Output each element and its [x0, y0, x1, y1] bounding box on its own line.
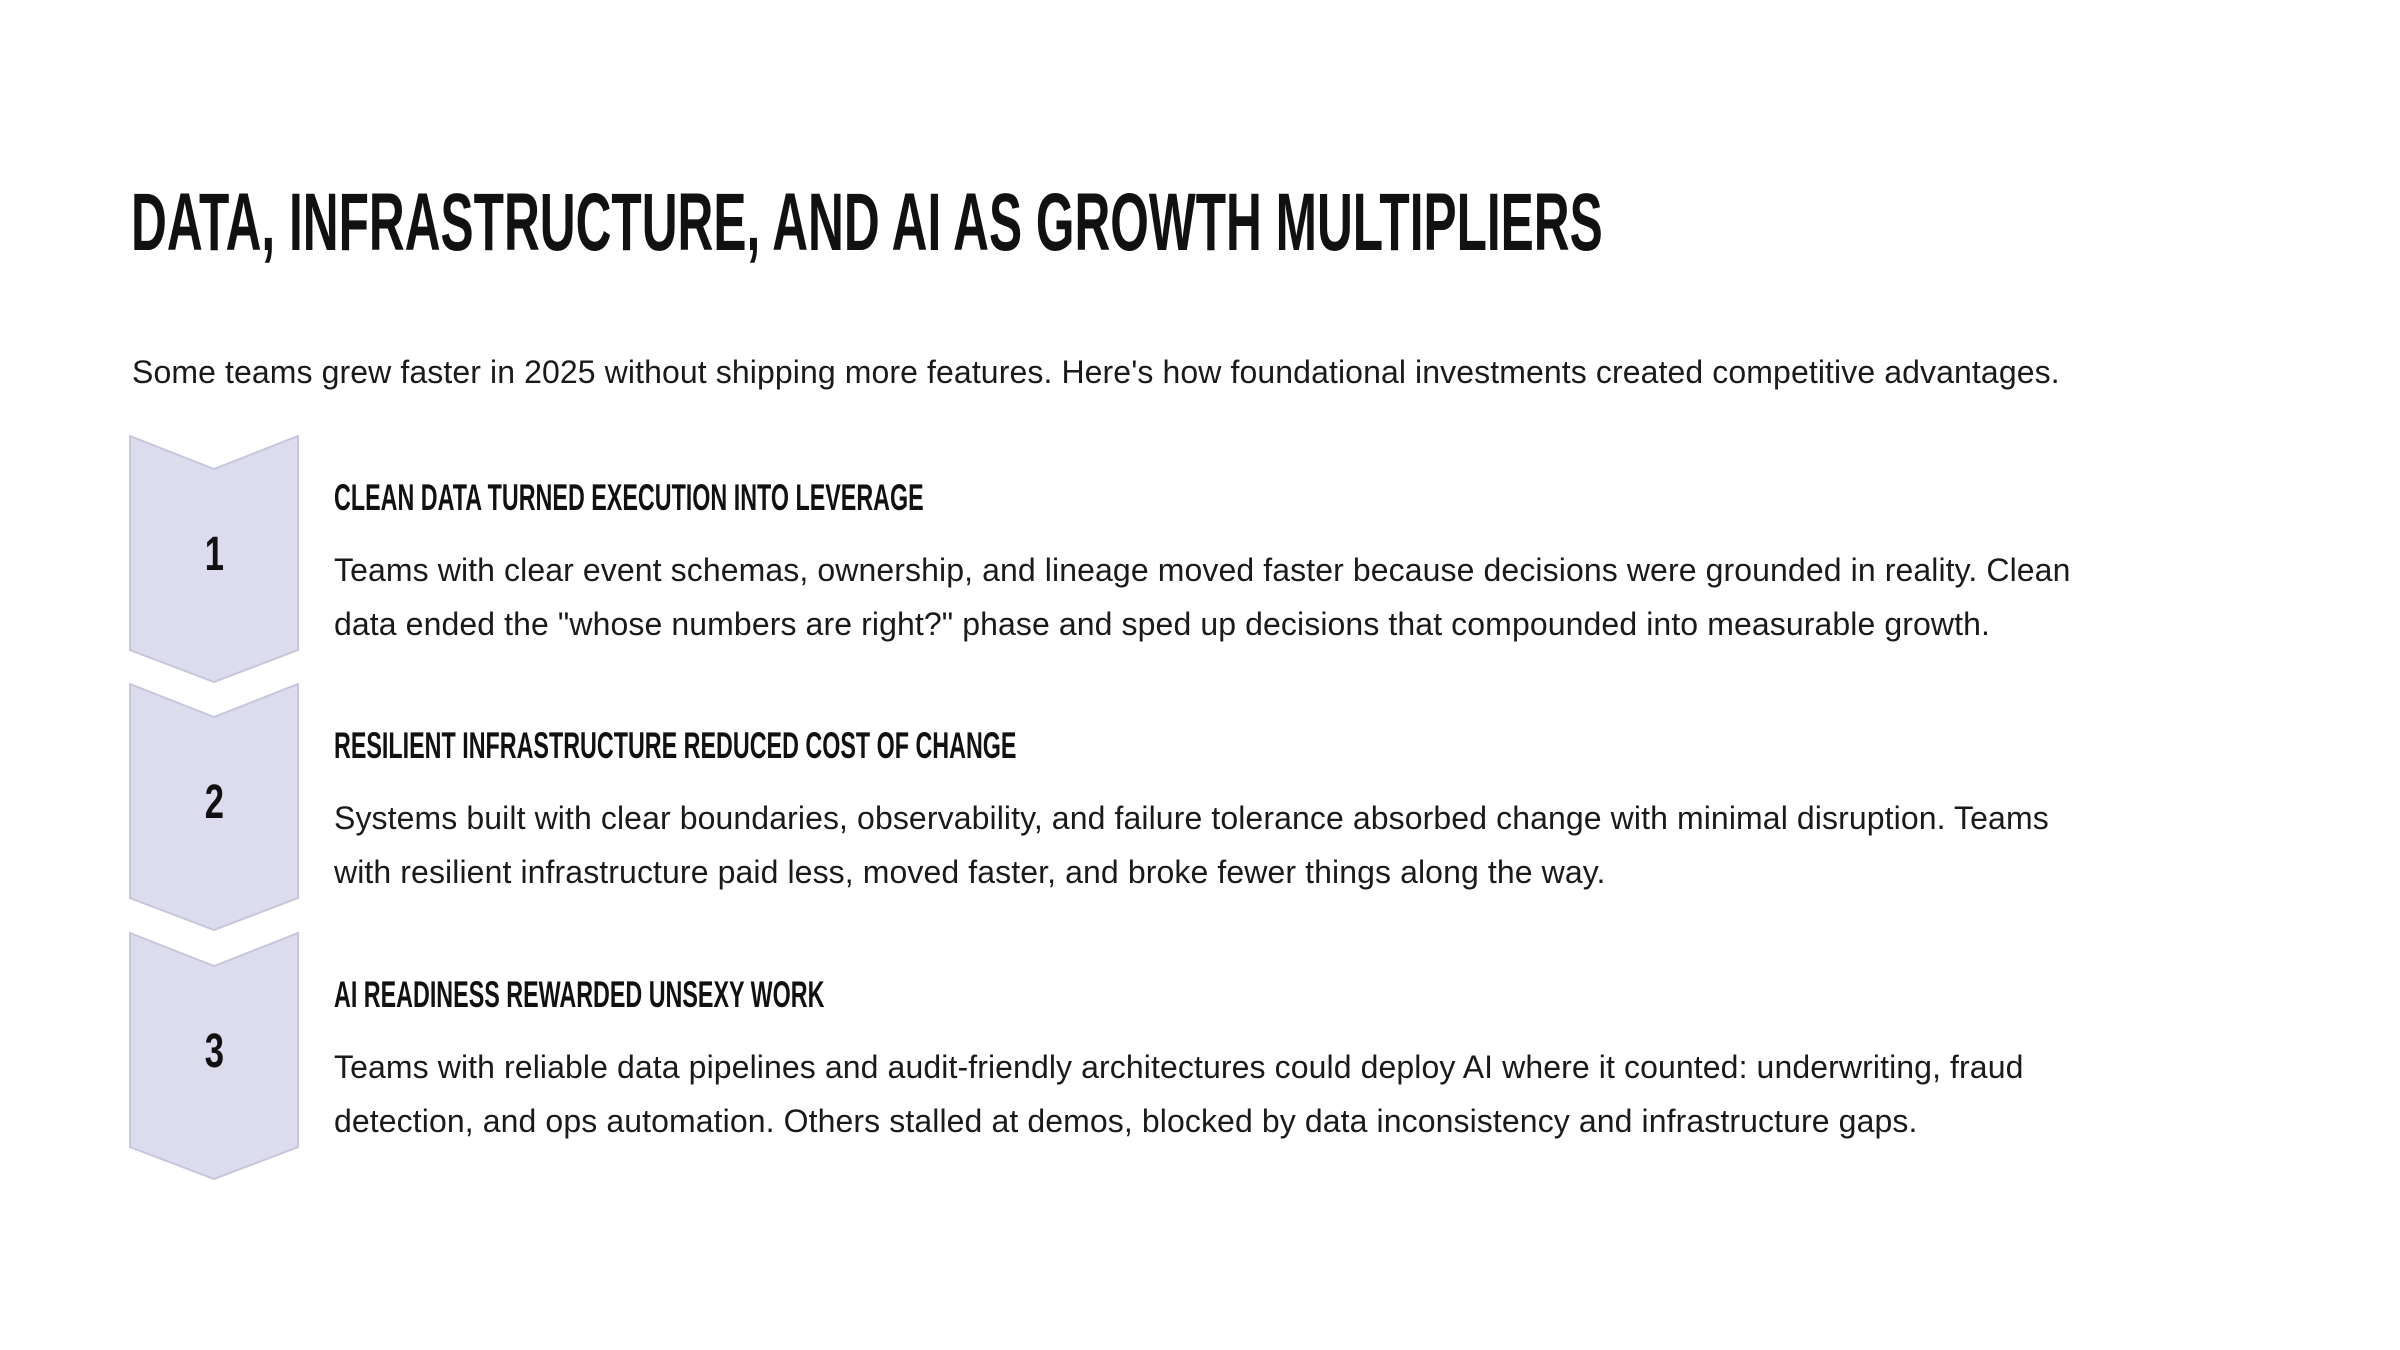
step-description-line: Teams with clear event schemas, ownership, and lineage moved faster because decisions were grounded in reality. Clean — [334, 552, 2071, 588]
slide-subtitle: Some teams grew faster in 2025 without shipping more features. Here's how foundational investments created competitive advantages. — [132, 354, 2060, 390]
step-heading: CLEAN DATA TURNED EXECUTION INTO LEVERAGE — [334, 477, 924, 518]
step-heading-container — [334, 972, 1834, 1018]
step-2 — [129, 683, 2329, 933]
slide-title-container — [131, 178, 1831, 268]
step-number: 2 — [204, 776, 224, 829]
step-1 — [129, 435, 2329, 685]
step-heading: RESILIENT INFRASTRUCTURE REDUCED COST OF CHANGE — [334, 725, 1017, 766]
step-3 — [129, 932, 2329, 1182]
step-description-line: Teams with reliable data pipelines and audit-friendly architectures could deploy AI where it counted: underwriting, fraud — [334, 1049, 2024, 1085]
step-description-line: data ended the "whose numbers are right?" phase and sped up decisions that compounded into measurable growth. — [334, 606, 1991, 642]
step-number: 3 — [204, 1025, 224, 1078]
step-heading: AI READINESS REWARDED UNSEXY WORK — [334, 974, 825, 1015]
step-description-line: Systems built with clear boundaries, observability, and failure tolerance absorbed change with minimal disruption. Teams — [334, 800, 2049, 836]
step-heading-container — [334, 475, 1834, 521]
step-description-line: with resilient infrastructure paid less, moved faster, and broke fewer things along the way. — [334, 854, 1606, 890]
step-description-line: detection, and ops automation. Others stalled at demos, blocked by data inconsistency and infrastructure gaps. — [334, 1103, 1918, 1139]
step-number: 1 — [204, 528, 224, 581]
step-description — [334, 543, 2294, 651]
slide-title: DATA, INFRASTRUCTURE, AND AI AS GROWTH MULTIPLIERS — [131, 177, 1603, 268]
step-heading-container — [334, 723, 1834, 769]
step-description — [334, 1040, 2294, 1148]
step-description — [334, 791, 2294, 899]
